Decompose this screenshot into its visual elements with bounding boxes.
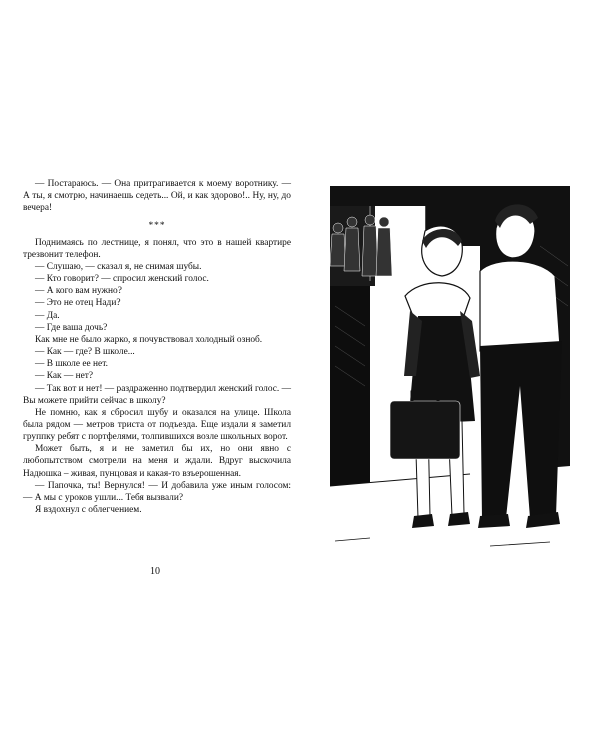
paragraph: Поднимаясь по лестнице, я понял, что это в нашей квартире трезвонит телефон. <box>23 237 291 260</box>
paragraph: — Да. <box>35 310 60 321</box>
paragraph: — В школе ее нет. <box>35 359 108 370</box>
paragraph: Как мне не было жарко, я почувствовал холодный озноб. <box>35 334 263 345</box>
paragraph: — Папочка, ты! Вернулся! — И добавила уже иным голосом: — А мы с уроков ушли... Тебя вызвали? <box>23 480 291 503</box>
paragraph: — Слушаю, — сказал я, не снимая шубы. <box>35 261 202 272</box>
paragraph: Может быть, я и не заметил бы их, но они явно с любопытством смотрели на меня и ждали. Вдруг выскочила Надюшка – живая, пунцовая и какая-то взъерошенная. <box>23 444 291 479</box>
paragraph: — А кого вам нужно? <box>35 286 122 297</box>
page-number: 10 <box>150 566 160 577</box>
paragraph: — Как — где? В школе... <box>35 347 135 358</box>
paragraph: — Это не отец Нади? <box>35 298 121 309</box>
paragraph: — Постараюсь. — Она притрагивается к моему воротнику. — А ты, я смотрю, начинаешь седеть... Ой, и как здорово!.. Ну, ну, до вечера! <box>23 179 291 214</box>
section-separator: *** <box>148 221 166 232</box>
paragraph: Не помню, как я сбросил шубу и оказался на улице. Школа была рядом — метров триста от подъезда. Еще издали я заметил группку ребят с портфелями, толпившихся возле школьных ворот. <box>23 407 291 443</box>
text-column <box>23 178 291 516</box>
paragraph: Я вздохнул с облегчением. <box>35 505 142 516</box>
paragraph: — Так вот и нет! — раздраженно подтвердил женский голос. — Вы можете прийти сейчас в школу? <box>23 383 291 406</box>
illustration <box>330 186 570 556</box>
paragraph: — Где ваша дочь? <box>35 322 108 333</box>
paragraph: — Как — нет? <box>35 371 94 382</box>
paragraph: — Кто говорит? — спросил женский голос. <box>35 274 209 285</box>
